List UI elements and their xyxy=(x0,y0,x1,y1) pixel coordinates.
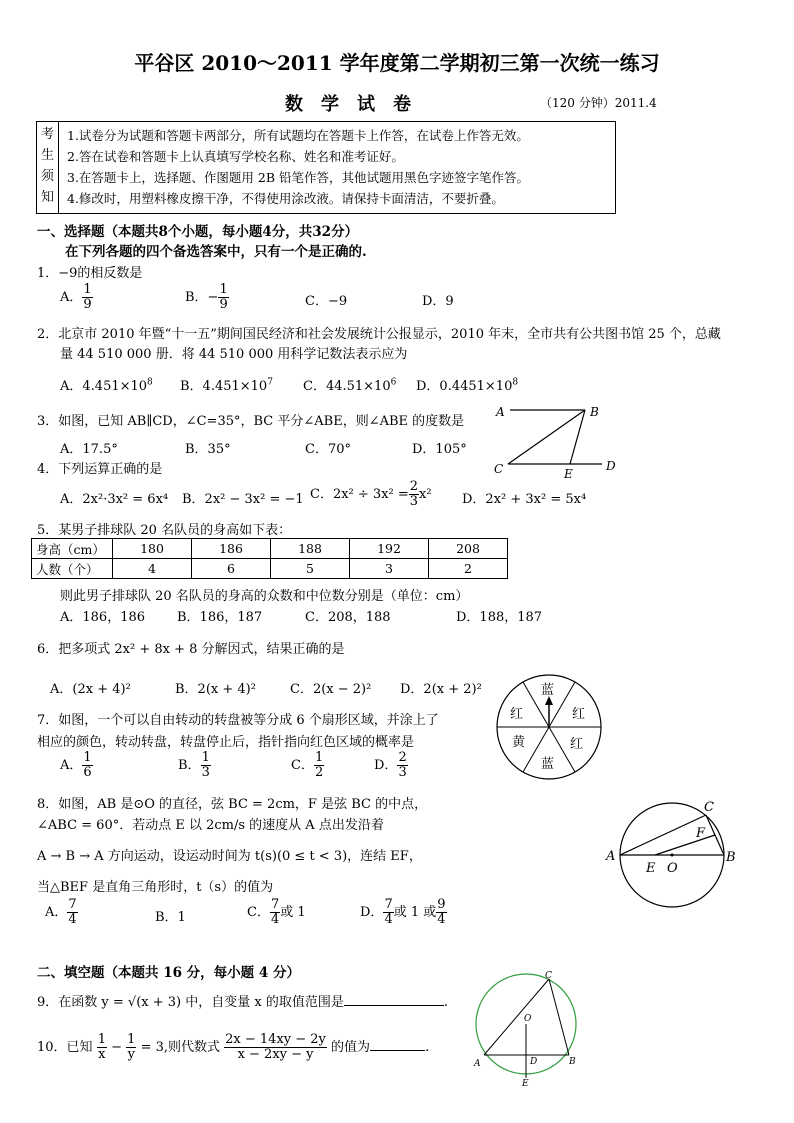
q2-stem-line1: 2．北京市 2010 年暨“十一五”期间国民经济和社会发展统计公报显示，2010 年末，全市共有公共图书馆 25 个，总藏 xyxy=(37,327,721,342)
label-e: E xyxy=(564,467,573,480)
q9-answer-blank[interactable] xyxy=(344,1005,444,1006)
q6-stem: 6．把多项式 2x² + 8x + 8 分解因式，结果正确的是 xyxy=(37,642,345,657)
label-a: A xyxy=(496,405,505,419)
q8-d-frac xyxy=(383,898,393,927)
frac-num: 9 xyxy=(437,897,446,912)
q10-post: 的值为 xyxy=(331,1040,371,1055)
label-a: A xyxy=(606,849,616,864)
q2-b-exp: 7 xyxy=(267,377,273,388)
q3-diagram xyxy=(490,398,630,480)
section-1-instruction: 在下列各题的四个备选答案中，只有一个是正确的. xyxy=(65,244,367,260)
notice-lines xyxy=(67,125,529,209)
frac-den: 9 xyxy=(83,297,92,312)
q8-option-b: B．1 xyxy=(155,910,186,925)
frac-den: 4 xyxy=(384,912,393,927)
frac-num: 1 xyxy=(219,282,228,297)
q2-c-text: C．44.51×10 xyxy=(303,379,391,394)
q10-frac-2 xyxy=(126,1033,136,1062)
chord-ac xyxy=(484,979,549,1055)
q1-b-label: B．− xyxy=(185,290,219,305)
q7-option-a xyxy=(60,751,93,780)
label-d: D xyxy=(606,459,616,473)
label-b: B xyxy=(590,405,599,419)
table-cell: 208 xyxy=(429,539,508,559)
notice-side-char: 知 xyxy=(40,190,54,205)
q8-a-frac xyxy=(67,898,77,927)
sector-lower-right: 红 xyxy=(570,737,584,752)
chord-bc xyxy=(549,979,569,1055)
frac-num: 2 xyxy=(398,750,407,765)
q1-a-frac xyxy=(82,283,92,312)
q7-c-frac xyxy=(314,751,324,780)
opt-label: B． xyxy=(178,758,201,773)
q6-option-b: B．2(x + 4)² xyxy=(175,682,256,697)
q2-option-b xyxy=(180,375,273,394)
frac-den: 3 xyxy=(409,494,419,509)
q8-c-frac xyxy=(270,898,280,927)
q2-a-exp: 8 xyxy=(147,377,153,388)
q5-option-c: C．208，188 xyxy=(305,610,391,625)
q5-option-d: D．188，187 xyxy=(456,610,543,625)
notice-side-char: 考 xyxy=(40,127,54,142)
q7-spinner xyxy=(494,672,604,782)
exam-time: （120 分钟）2011.4 xyxy=(540,96,657,110)
q1-option-d: D．9 xyxy=(422,294,454,309)
frac-num: 1 xyxy=(83,750,92,765)
line-be xyxy=(570,410,585,464)
frac-den: 3 xyxy=(201,765,210,780)
section-2-title: 二、填空题（本题共 16 分，每小题 4 分） xyxy=(37,965,300,981)
q5-stem: 5．某男子排球队 20 名队员的身高如下表： xyxy=(37,523,292,538)
label-a: A xyxy=(474,1059,481,1069)
frac-num: 1 xyxy=(83,282,92,297)
q8-option-d xyxy=(360,898,447,927)
q10-end: . xyxy=(425,1040,430,1055)
q3-option-d: D．105° xyxy=(412,442,467,457)
q4-option-a: A．2x²·3x² = 6x⁴ xyxy=(60,492,169,507)
table-cell: 身高（cm） xyxy=(32,539,113,559)
q8-stem-line3: A → B → A 方向运动，设运动时间为 t(s)(0 ≤ t < 3)，连结 EF， xyxy=(37,849,422,864)
segment-ef xyxy=(655,835,715,855)
frac-num: 7 xyxy=(384,897,393,912)
q8-stem-line2: ∠ABC = 60°．若动点 E 以 2cm/s 的速度从 A 点出发沿着 xyxy=(37,818,384,833)
frac-den: 2 xyxy=(314,765,324,780)
q5-option-b: B．186，187 xyxy=(177,610,263,625)
notice-line: 4.修改时，用塑料橡皮擦干净，不得使用涂改液。请保持卡面清洁，不要折叠。 xyxy=(67,191,504,206)
label-e: E xyxy=(646,861,656,876)
label-o: O xyxy=(524,1014,532,1024)
q10-pre: 10．已知 xyxy=(37,1040,93,1055)
sector-upper-left: 红 xyxy=(510,707,524,722)
notice-side-label xyxy=(37,122,59,213)
label-c: C xyxy=(494,462,504,476)
q8-stem-line1: 8．如图，AB 是⊙O 的直径，弦 BC = 2cm，F 是弦 BC 的中点， xyxy=(37,797,428,812)
q7-a-frac xyxy=(82,751,92,780)
frac-num: 1 xyxy=(314,750,324,765)
q7-d-frac xyxy=(397,751,407,780)
frac-den: y xyxy=(127,1047,135,1062)
q7-option-c xyxy=(291,751,324,780)
q8-c-post: 或 1 xyxy=(280,905,306,920)
q8-d-frac-2 xyxy=(436,898,446,927)
q10-frac-1 xyxy=(97,1033,107,1062)
height-table xyxy=(31,538,508,579)
paper-subtitle: 数学试卷 xyxy=(285,94,429,115)
q7-option-b xyxy=(178,751,211,780)
q1-b-frac xyxy=(218,283,228,312)
q4-c-pre: C．2x² ÷ 3x² = xyxy=(310,487,409,502)
q1-option-c: C．−9 xyxy=(305,294,348,309)
table-cell: 188 xyxy=(271,539,350,559)
section-1-title: 一、选择题（本题共8个小题，每小题4分，共32分） xyxy=(37,224,359,240)
q8-d-mid: 或 1 或 xyxy=(393,905,437,920)
frac-den: x xyxy=(98,1047,106,1062)
opt-label: A． xyxy=(60,758,83,773)
q4-c-frac xyxy=(409,480,419,509)
frac-num: 1 xyxy=(97,1032,106,1047)
frac-num: 7 xyxy=(68,897,77,912)
q4-option-d: D．2x² + 3x² = 5x⁴ xyxy=(462,492,587,507)
page-title: 平谷区 2010～2011 学年度第二学期初三第一次统一练习 xyxy=(134,51,660,75)
q3-stem: 3．如图，已知 AB∥CD，∠C=35°，BC 平分∠ABE，则∠ABE 的度数是 xyxy=(37,414,465,429)
q8-option-a xyxy=(45,898,78,927)
table-cell: 6 xyxy=(192,559,271,579)
table-cell: 5 xyxy=(271,559,350,579)
sector-bottom: 蓝 xyxy=(541,757,555,772)
q7-stem-line1: 7．如图，一个可以自由转动的转盘被等分成 6 个扇形区域，并涂上了 xyxy=(37,713,439,728)
notice-line: 3.在答题卡上，选择题、作图题用 2B 铅笔作答，其他试题用黑色字迹签字笔作答。 xyxy=(67,170,530,185)
opt-label: A． xyxy=(45,905,68,920)
q10-answer-blank[interactable] xyxy=(370,1050,425,1051)
q8-stem-line4: 当△BEF 是直角三角形时，t（s）的值为 xyxy=(37,880,274,895)
table-cell: 180 xyxy=(113,539,192,559)
label-c: C xyxy=(704,800,714,815)
opt-label: D． xyxy=(360,905,384,920)
table-cell: 人数（个） xyxy=(32,559,113,579)
q2-option-a xyxy=(60,375,153,394)
label-d: D xyxy=(530,1057,538,1067)
frac-den: 4 xyxy=(437,912,446,927)
q1-option-b xyxy=(185,283,229,312)
opt-label: C． xyxy=(247,905,270,920)
label-b: B xyxy=(569,1057,576,1067)
table-cell: 2 xyxy=(429,559,508,579)
q2-option-c xyxy=(303,375,396,394)
notice-side-char: 须 xyxy=(40,169,54,184)
sector-upper-right: 红 xyxy=(572,707,586,722)
q1-stem: 1．−9的相反数是 xyxy=(37,266,143,281)
frac-den: 3 xyxy=(398,765,407,780)
q10-diagram xyxy=(470,968,585,1088)
table-row xyxy=(32,539,508,559)
q4-option-b: B．2x² − 3x² = −1 xyxy=(182,492,304,507)
q6-option-c: C．2(x − 2)² xyxy=(290,682,372,697)
q3-option-a: A．17.5° xyxy=(60,442,118,457)
notice-line: 1.试卷分为试题和答题卡两部分，所有试题均在答题卡上作答，在试卷上作答无效。 xyxy=(67,128,529,143)
frac-num: 1 xyxy=(127,1032,136,1047)
label-f: F xyxy=(696,826,706,841)
notice-line: 2.答在试卷和答题卡上认真填写学校名称、姓名和准考证好。 xyxy=(67,149,404,164)
frac-den: x − 2xy − y xyxy=(237,1047,314,1062)
table-cell: 4 xyxy=(113,559,192,579)
q10-frac-3 xyxy=(224,1033,327,1062)
frac-den: 4 xyxy=(68,912,77,927)
frac-num: 2x − 14xy − 2y xyxy=(225,1032,326,1047)
q6-option-d: D．2(x + 2)² xyxy=(400,682,482,697)
q3-option-c: C．70° xyxy=(305,442,351,457)
q2-d-exp: 8 xyxy=(512,377,519,388)
opt-label: C． xyxy=(291,758,314,773)
sector-top: 蓝 xyxy=(541,683,555,698)
q4-option-c xyxy=(310,480,432,509)
q7-stem-line2: 相应的颜色，转动转盘，转盘停止后，指针指向红色区域的概率是 xyxy=(37,735,415,750)
q2-d-text: D．0.4451×10 xyxy=(416,379,513,394)
opt-label: D． xyxy=(374,758,398,773)
sector-lower-left: 黄 xyxy=(512,735,526,750)
q10-minus: − xyxy=(111,1040,123,1055)
q2-b-text: B．4.451×10 xyxy=(180,379,268,394)
frac-den: 9 xyxy=(219,297,228,312)
q9-post: . xyxy=(443,995,448,1010)
table-cell: 186 xyxy=(192,539,271,559)
frac-den: 6 xyxy=(83,765,92,780)
q10-mid: = 3,则代数式 xyxy=(140,1040,221,1055)
q5-option-a: A．186，186 xyxy=(60,610,146,625)
label-e: E xyxy=(522,1079,529,1088)
q10-stem xyxy=(37,1033,429,1062)
q2-a-text: A．4.451×10 xyxy=(60,379,148,394)
frac-num: 7 xyxy=(270,897,280,912)
q9-pre: 9．在函数 y = √(x + 3) 中，自变量 x 的取值范围是 xyxy=(37,995,344,1010)
q2-c-exp: 6 xyxy=(390,377,397,388)
q6-option-a: A．(2x + 4)² xyxy=(50,682,131,697)
table-cell: 192 xyxy=(350,539,429,559)
frac-num: 1 xyxy=(201,750,210,765)
q3-option-b: B．35° xyxy=(185,442,231,457)
q8-diagram xyxy=(600,795,745,910)
label-c: C xyxy=(545,971,552,981)
line-bc xyxy=(508,410,585,464)
q2-option-d xyxy=(416,375,518,394)
q1-option-a xyxy=(60,283,93,312)
center-dot xyxy=(671,854,674,857)
notice-side-char: 生 xyxy=(40,148,54,163)
q4-stem: 4．下列运算正确的是 xyxy=(37,462,163,477)
q5-stem-2: 则此男子排球队 20 名队员的身高的众数和中位数分别是（单位：cm） xyxy=(60,589,469,604)
frac-num: 2 xyxy=(409,479,419,494)
q1-a-label: A． xyxy=(60,290,83,305)
table-row xyxy=(32,559,508,579)
notice-box xyxy=(36,121,616,214)
q7-b-frac xyxy=(201,751,211,780)
q4-c-post: x² xyxy=(419,487,432,502)
q7-option-d xyxy=(374,751,408,780)
frac-den: 4 xyxy=(270,912,280,927)
label-b: B xyxy=(726,850,736,865)
q2-stem-line2: 量 44 510 000 册．将 44 510 000 用科学记数法表示应为 xyxy=(60,347,408,362)
q8-option-c xyxy=(247,898,306,927)
q9-stem xyxy=(37,991,448,1010)
table-cell: 3 xyxy=(350,559,429,579)
label-o: O xyxy=(667,861,678,876)
